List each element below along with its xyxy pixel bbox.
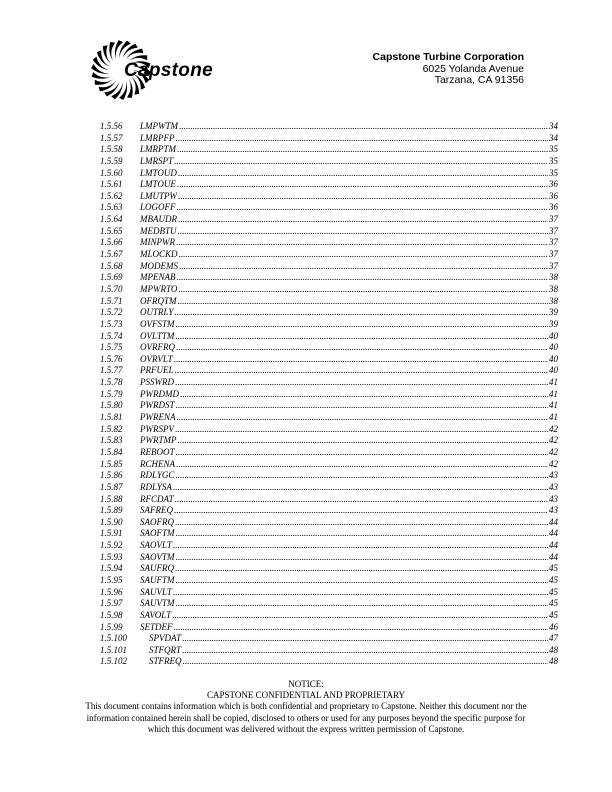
- toc-entry-number: 1.5.81: [100, 412, 123, 423]
- toc-entry[interactable]: [100, 552, 558, 564]
- toc-entry-number: 1.5.93: [100, 551, 123, 562]
- toc-dot-leader: [176, 447, 549, 459]
- toc-entry-number: 1.5.77: [100, 365, 123, 376]
- toc-dot-leader: [173, 587, 548, 599]
- toc-entry-number: 1.5.82: [100, 423, 123, 434]
- logo-wordmark: Capstone: [124, 60, 213, 81]
- toc-dot-leader: [177, 272, 549, 284]
- toc-dot-leader: [176, 400, 549, 412]
- toc-entry-number: 1.5.63: [100, 202, 123, 213]
- toc-entry-page: 45: [549, 609, 558, 620]
- toc-entry-title: SAOVLT: [140, 540, 172, 551]
- toc-dot-leader: [182, 645, 548, 657]
- toc-entry[interactable]: [100, 528, 558, 540]
- toc-entry-title: MODEMS: [140, 260, 178, 271]
- toc-entry-page: 35: [549, 167, 558, 178]
- toc-entry-number: 1.5.99: [100, 621, 123, 632]
- toc-entry-title: STFREQ: [149, 656, 182, 667]
- toc-entry-page: 38: [549, 272, 558, 283]
- toc-entry[interactable]: [100, 179, 558, 191]
- toc-dot-leader: [178, 191, 548, 203]
- toc-entry-page: 45: [549, 586, 558, 597]
- confidentiality-notice: [80, 679, 532, 735]
- toc-entry[interactable]: [100, 156, 558, 168]
- toc-entry-number: 1.5.65: [100, 225, 123, 236]
- toc-entry[interactable]: [100, 284, 558, 296]
- toc-entry-number: 1.5.64: [100, 214, 123, 225]
- toc-entry-title: RFCDAT: [140, 493, 174, 504]
- toc-entry-number: 1.5.61: [100, 179, 123, 190]
- address-line-2: Tarzana, CA 91356: [434, 74, 524, 86]
- toc-entry-title: MPENAB: [140, 272, 176, 283]
- toc-entry-number: 1.5.87: [100, 481, 123, 492]
- toc-entry-page: 46: [549, 621, 558, 632]
- company-address-block: [373, 52, 524, 87]
- toc-entry-page: 47: [549, 633, 558, 644]
- toc-entry-title: PWRDMD: [140, 388, 179, 399]
- toc-entry[interactable]: [100, 342, 558, 354]
- toc-dot-leader: [175, 331, 548, 343]
- toc-entry[interactable]: [100, 365, 558, 377]
- toc-dot-leader: [172, 610, 548, 622]
- toc-entry[interactable]: [100, 645, 558, 657]
- toc-entry-title: LMRSPT: [140, 155, 174, 166]
- toc-entry-title: LOGOFF: [140, 202, 176, 213]
- toc-entry[interactable]: [100, 424, 558, 436]
- toc-entry-title: PWRDST: [140, 400, 175, 411]
- toc-entry-number: 1.5.78: [100, 377, 123, 388]
- toc-entry-page: 43: [549, 470, 558, 481]
- toc-entry-page: 45: [549, 563, 558, 574]
- toc-entry[interactable]: [100, 144, 558, 156]
- address-line-1: 6025 Yolanda Avenue: [422, 62, 524, 75]
- toc-entry-title: LMPWTM: [140, 121, 178, 131]
- toc-entry-title: OUTRLY: [140, 307, 174, 318]
- toc-entry[interactable]: [100, 331, 558, 343]
- toc-entry-title: MLOCKD: [140, 249, 178, 260]
- toc-entry[interactable]: [100, 482, 558, 494]
- toc-entry-number: 1.5.98: [100, 609, 123, 620]
- swirl-blade: [109, 42, 115, 61]
- toc-entry-number: 1.5.70: [100, 283, 123, 294]
- toc-entry[interactable]: [100, 575, 558, 587]
- toc-dot-leader: [176, 459, 548, 471]
- toc-entry-title: OVLTTM: [140, 330, 175, 341]
- toc-entry[interactable]: [100, 261, 558, 273]
- toc-entry[interactable]: [100, 400, 558, 412]
- toc-entry-number: 1.5.56: [100, 121, 123, 131]
- toc-entry[interactable]: [100, 435, 558, 447]
- toc-entry-number: 1.5.72: [100, 307, 123, 318]
- toc-entry[interactable]: [100, 377, 558, 389]
- toc-dot-leader: [175, 470, 548, 482]
- toc-entry-page: 44: [549, 551, 558, 562]
- toc-entry-number: 1.5.90: [100, 516, 123, 527]
- toc-dot-leader: [174, 307, 548, 319]
- toc-entry-title: RDLYSA: [140, 481, 172, 492]
- toc-entry-number: 1.5.67: [100, 249, 123, 260]
- toc-entry-title: SAUFRQ: [140, 563, 174, 574]
- toc-entry-title: RCHENA: [140, 458, 175, 469]
- toc-entry[interactable]: [100, 540, 558, 552]
- toc-entry-page: 37: [549, 249, 558, 260]
- toc-entry-page: 39: [549, 318, 558, 329]
- toc-entry-title: LMTOUD: [140, 167, 177, 178]
- toc-dot-leader: [179, 249, 548, 261]
- toc-entry-number: 1.5.80: [100, 400, 123, 411]
- toc-entry-page: 41: [549, 412, 558, 423]
- toc-entry[interactable]: [100, 272, 558, 284]
- toc-entry-title: LMRPTM: [140, 144, 176, 155]
- toc-dot-leader: [176, 237, 548, 249]
- toc-entry[interactable]: [100, 587, 558, 599]
- toc-entry-page: 39: [549, 307, 558, 318]
- toc-entry-number: 1.5.74: [100, 330, 123, 341]
- toc-entry-number: 1.5.79: [100, 388, 123, 399]
- toc-dot-leader: [178, 296, 549, 308]
- toc-entry-title: OFRQTM: [140, 295, 177, 306]
- toc-entry-number: 1.5.84: [100, 446, 123, 457]
- toc-entry[interactable]: [100, 412, 558, 424]
- toc-entry-page: 34: [549, 132, 558, 143]
- toc-entry-page: 37: [549, 237, 558, 248]
- toc-entry-number: 1.5.83: [100, 435, 123, 446]
- toc-dot-leader: [174, 156, 548, 168]
- toc-entry[interactable]: [100, 133, 558, 145]
- toc-entry-number: 1.5.102: [100, 656, 127, 667]
- toc-entry-title: SAUFTM: [140, 574, 175, 585]
- toc-entry-page: 44: [549, 528, 558, 539]
- toc-entry-title: MINPWR: [140, 237, 175, 248]
- toc-entry-number: 1.5.59: [100, 155, 123, 166]
- toc-entry-title: SAVOLT: [140, 609, 172, 620]
- toc-entry-page: 37: [549, 225, 558, 236]
- toc-entry-number: 1.5.101: [100, 644, 127, 655]
- toc-entry-page: 40: [549, 353, 558, 364]
- toc-entry-page: 45: [549, 574, 558, 585]
- swirl-blade: [95, 79, 113, 85]
- toc-entry-page: 35: [549, 144, 558, 155]
- toc-dot-leader: [178, 168, 548, 180]
- toc-entry-title: SAOFRQ: [140, 516, 174, 527]
- toc-entry-title: OVRVLT: [140, 353, 173, 364]
- toc-entry-page: 35: [549, 155, 558, 166]
- toc-entry-number: 1.5.60: [100, 167, 123, 178]
- toc-dot-leader: [177, 179, 548, 191]
- toc-entry[interactable]: [100, 226, 558, 238]
- toc-entry[interactable]: [100, 168, 558, 180]
- toc-entry-page: 34: [549, 121, 558, 131]
- toc-entry-page: 41: [549, 388, 558, 399]
- toc-dot-leader: [178, 284, 548, 296]
- toc-dot-leader: [176, 575, 549, 587]
- company-name: Capstone Turbine Corporation: [372, 51, 524, 63]
- toc-dot-leader: [177, 144, 548, 156]
- toc-entry[interactable]: [100, 656, 558, 668]
- toc-entry-number: 1.5.86: [100, 470, 123, 481]
- toc-entry[interactable]: [100, 610, 558, 622]
- toc-entry-title: LMRPFP: [140, 132, 175, 143]
- toc-dot-leader: [178, 226, 549, 238]
- toc-entry[interactable]: [100, 191, 558, 203]
- toc-entry-number: 1.5.76: [100, 353, 123, 364]
- toc-entry-page: 40: [549, 342, 558, 353]
- toc-dot-leader: [175, 517, 548, 529]
- toc-entry-title: SAFREQ: [140, 505, 173, 516]
- toc-entry-title: OVFSTM: [140, 318, 175, 329]
- toc-entry-page: 38: [549, 295, 558, 306]
- toc-entry[interactable]: [100, 633, 558, 645]
- toc-entry-title: SETDEF: [140, 621, 173, 632]
- toc-entry-title: STFQRT: [149, 644, 182, 655]
- toc-entry-number: 1.5.62: [100, 190, 123, 201]
- toc-entry-page: 41: [549, 377, 558, 388]
- toc-entry[interactable]: [100, 237, 558, 249]
- toc-entry[interactable]: [100, 354, 558, 366]
- toc-entry-number: 1.5.97: [100, 598, 123, 609]
- toc-entry-number: 1.5.57: [100, 132, 123, 143]
- toc-entry-title: RDLYGC: [140, 470, 175, 481]
- toc-entry[interactable]: [100, 307, 558, 319]
- toc-entry[interactable]: [100, 459, 558, 471]
- notice-subheading: CAPSTONE CONFIDENTIAL AND PROPRIETARY: [206, 690, 406, 701]
- toc-dot-leader: [175, 424, 548, 436]
- toc-entry-number: 1.5.92: [100, 540, 123, 551]
- toc-dot-leader: [174, 505, 548, 517]
- toc-entry[interactable]: [100, 296, 558, 308]
- toc-entry-number: 1.5.75: [100, 342, 123, 353]
- toc-entry-number: 1.5.58: [100, 144, 123, 155]
- toc-entry[interactable]: [100, 622, 558, 634]
- toc-entry-number: 1.5.95: [100, 574, 123, 585]
- toc-entry[interactable]: [100, 505, 558, 517]
- toc-dot-leader: [176, 552, 549, 564]
- toc-entry-title: MPWRTO: [140, 283, 178, 294]
- toc-entry-page: 44: [549, 516, 558, 527]
- toc-dot-leader: [176, 342, 548, 354]
- toc-dot-leader: [183, 656, 549, 668]
- toc-dot-leader: [174, 354, 548, 366]
- toc-dot-leader: [176, 319, 549, 331]
- toc-dot-leader: [179, 261, 548, 273]
- toc-dot-leader: [175, 494, 548, 506]
- toc-entry-number: 1.5.73: [100, 318, 123, 329]
- toc-entry[interactable]: [100, 121, 558, 133]
- toc-entry[interactable]: [100, 202, 558, 214]
- table-of-contents: [100, 121, 558, 668]
- toc-entry-title: SAOVTM: [140, 551, 175, 562]
- toc-entry-title: PWRENA: [140, 412, 176, 423]
- toc-entry-number: 1.5.100: [100, 633, 127, 644]
- toc-dot-leader: [174, 622, 549, 634]
- toc-entry-title: PWRTMP: [140, 435, 177, 446]
- toc-dot-leader: [178, 214, 548, 226]
- toc-entry-title: LMTOUE: [140, 179, 176, 190]
- toc-entry-title: LMUTPW: [140, 190, 178, 201]
- toc-entry-page: 45: [549, 598, 558, 609]
- toc-entry-number: 1.5.66: [100, 237, 123, 248]
- toc-entry-title: PWRSPV: [140, 423, 174, 434]
- toc-entry-number: 1.5.89: [100, 505, 123, 516]
- toc-dot-leader: [179, 121, 548, 133]
- toc-dot-leader: [175, 563, 548, 575]
- toc-entry-page: 44: [549, 540, 558, 551]
- toc-entry-title: REBOOT: [140, 446, 175, 457]
- toc-dot-leader: [173, 482, 548, 494]
- toc-entry[interactable]: [100, 447, 558, 459]
- toc-entry-title: PRFUEL: [140, 365, 174, 376]
- toc-entry-number: 1.5.68: [100, 260, 123, 271]
- toc-entry[interactable]: [100, 470, 558, 482]
- toc-entry-title: SPVDAT: [149, 633, 182, 644]
- toc-dot-leader: [176, 598, 549, 610]
- toc-entry[interactable]: [100, 494, 558, 506]
- notice-body: This document contains information which is both confidential and proprietary to Capstone. Neither this document nor the information contained herein shall be copied, disclosed to others or used for any purposes beyond the specific purpose for which this document was delivered without the express written permission of Capstone.: [85, 701, 527, 734]
- toc-entry-title: SAUVLT: [140, 586, 172, 597]
- toc-entry-page: 40: [549, 365, 558, 376]
- toc-entry[interactable]: [100, 214, 558, 226]
- toc-dot-leader: [175, 365, 549, 377]
- toc-entry-page: 48: [549, 656, 558, 667]
- toc-entry-number: 1.5.88: [100, 493, 123, 504]
- toc-entry-page: 36: [549, 190, 558, 201]
- toc-dot-leader: [180, 389, 548, 401]
- toc-dot-leader: [177, 412, 549, 424]
- toc-entry[interactable]: [100, 517, 558, 529]
- toc-dot-leader: [178, 435, 549, 447]
- toc-dot-leader: [176, 528, 549, 540]
- toc-entry-page: 40: [549, 330, 558, 341]
- toc-dot-leader: [182, 633, 548, 645]
- notice-heading: NOTICE:: [288, 679, 324, 689]
- toc-entry-page: 48: [549, 644, 558, 655]
- toc-entry-title: SAUVTM: [140, 598, 175, 609]
- toc-entry[interactable]: [100, 319, 558, 331]
- toc-entry-title: OVRFRQ: [140, 342, 175, 353]
- toc-entry-page: 38: [549, 283, 558, 294]
- toc-entry-number: 1.5.71: [100, 295, 123, 306]
- toc-entry-page: 36: [549, 179, 558, 190]
- toc-dot-leader: [176, 133, 549, 145]
- toc-entry-page: 43: [549, 505, 558, 516]
- toc-entry-title: MBAUDR: [140, 214, 177, 225]
- toc-entry-page: 36: [549, 202, 558, 213]
- toc-entry-title: SAOFTM: [140, 528, 175, 539]
- toc-entry-page: 43: [549, 481, 558, 492]
- toc-entry-page: 42: [549, 458, 558, 469]
- toc-entry-title: PSSWRD: [140, 377, 174, 388]
- toc-entry-number: 1.5.69: [100, 272, 123, 283]
- toc-entry-page: 42: [549, 435, 558, 446]
- toc-entry[interactable]: [100, 389, 558, 401]
- toc-entry[interactable]: [100, 563, 558, 575]
- toc-entry[interactable]: [100, 598, 558, 610]
- toc-entry-number: 1.5.91: [100, 528, 123, 539]
- toc-entry-page: 37: [549, 214, 558, 225]
- toc-dot-leader: [175, 377, 548, 389]
- toc-entry-title: MEDBTU: [140, 225, 177, 236]
- toc-entry[interactable]: [100, 249, 558, 261]
- toc-entry-page: 42: [549, 423, 558, 434]
- toc-entry-page: 43: [549, 493, 558, 504]
- toc-entry-page: 41: [549, 400, 558, 411]
- toc-dot-leader: [177, 202, 549, 214]
- toc-entry-number: 1.5.96: [100, 586, 123, 597]
- toc-entry-number: 1.5.85: [100, 458, 123, 469]
- toc-entry-number: 1.5.94: [100, 563, 123, 574]
- toc-dot-leader: [173, 540, 548, 552]
- toc-entry-page: 37: [549, 260, 558, 271]
- toc-entry-page: 42: [549, 446, 558, 457]
